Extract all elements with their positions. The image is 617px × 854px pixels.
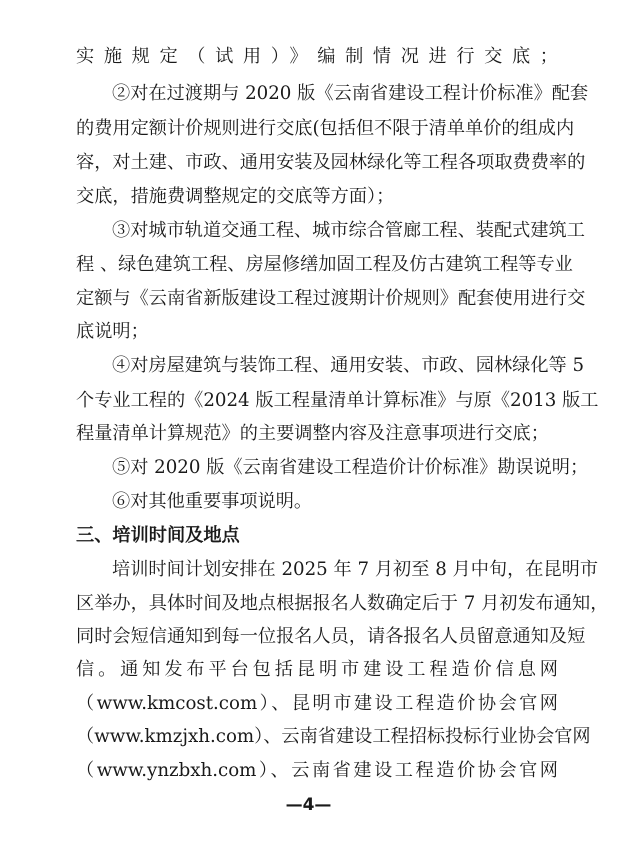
paragraph-line: 容，对土建、市政、通用安装及园林绿化等工程各项取费费率的: [76, 152, 586, 173]
paragraph-line: ④对房屋建筑与装饰工程、通用安装、市政、园林绿化等 5: [112, 355, 585, 376]
section-heading: 三、培训时间及地点: [76, 525, 240, 546]
paragraph-line: ②对在过渡期与 2020 版《云南省建设工程计价标准》配套: [112, 83, 589, 104]
paragraph-line: 底说明；: [76, 321, 149, 342]
page-number: —4—: [285, 795, 332, 815]
paragraph-line: （www.kmcost.com）、昆明市建设工程造价协会官网: [76, 693, 558, 714]
paragraph-line: 区举办，具体时间及地点根据报名人数确定后于 7 月初发布通知，: [76, 593, 609, 614]
paragraph-line: 实施规定（试用）》编制情况进行交底；: [76, 46, 558, 67]
paragraph-line: 交底，措施费调整规定的交底等方面）；: [76, 186, 395, 207]
paragraph-line: 程量清单计算规范》的主要调整内容及注意事项进行交底；: [76, 423, 549, 444]
paragraph-line: 的费用定额计价规则进行交底(包括但不限于清单单价的组成内: [76, 118, 575, 139]
paragraph-line: （www.kmzjxh.com）、云南省建设工程招标投标行业协会官网: [76, 726, 591, 747]
paragraph-line: 培训时间计划安排在 2025 年 7 月初至 8 月中旬，在昆明市: [112, 559, 599, 580]
paragraph-line: 信。通知发布平台包括昆明市建设工程造价信息网: [76, 659, 558, 680]
paragraph-line: 同时会短信通知到每一位报名人员，请各报名人员留意通知及短: [76, 626, 586, 647]
paragraph-line: 个专业工程的《2024 版工程量清单计算标准》与原《2013 版工: [76, 390, 599, 411]
paragraph-line: ⑥对其他重要事项说明。: [112, 491, 313, 512]
paragraph-line: ⑤对 2020 版《云南省建设工程造价计价标准》勘误说明；: [112, 457, 589, 478]
paragraph-line: 定额与《云南省新版建设工程过渡期计价规则》配套使用进行交: [76, 288, 586, 309]
paragraph-line: 程 、绿色建筑工程、房屋修缮加固工程及仿古建筑工程等专业: [76, 254, 573, 275]
paragraph-line: ③对城市轨道交通工程、城市综合管廊工程、装配式建筑工: [112, 220, 585, 241]
paragraph-line: （www.ynzbxh.com）、云南省建设工程造价协会官网: [76, 760, 558, 781]
